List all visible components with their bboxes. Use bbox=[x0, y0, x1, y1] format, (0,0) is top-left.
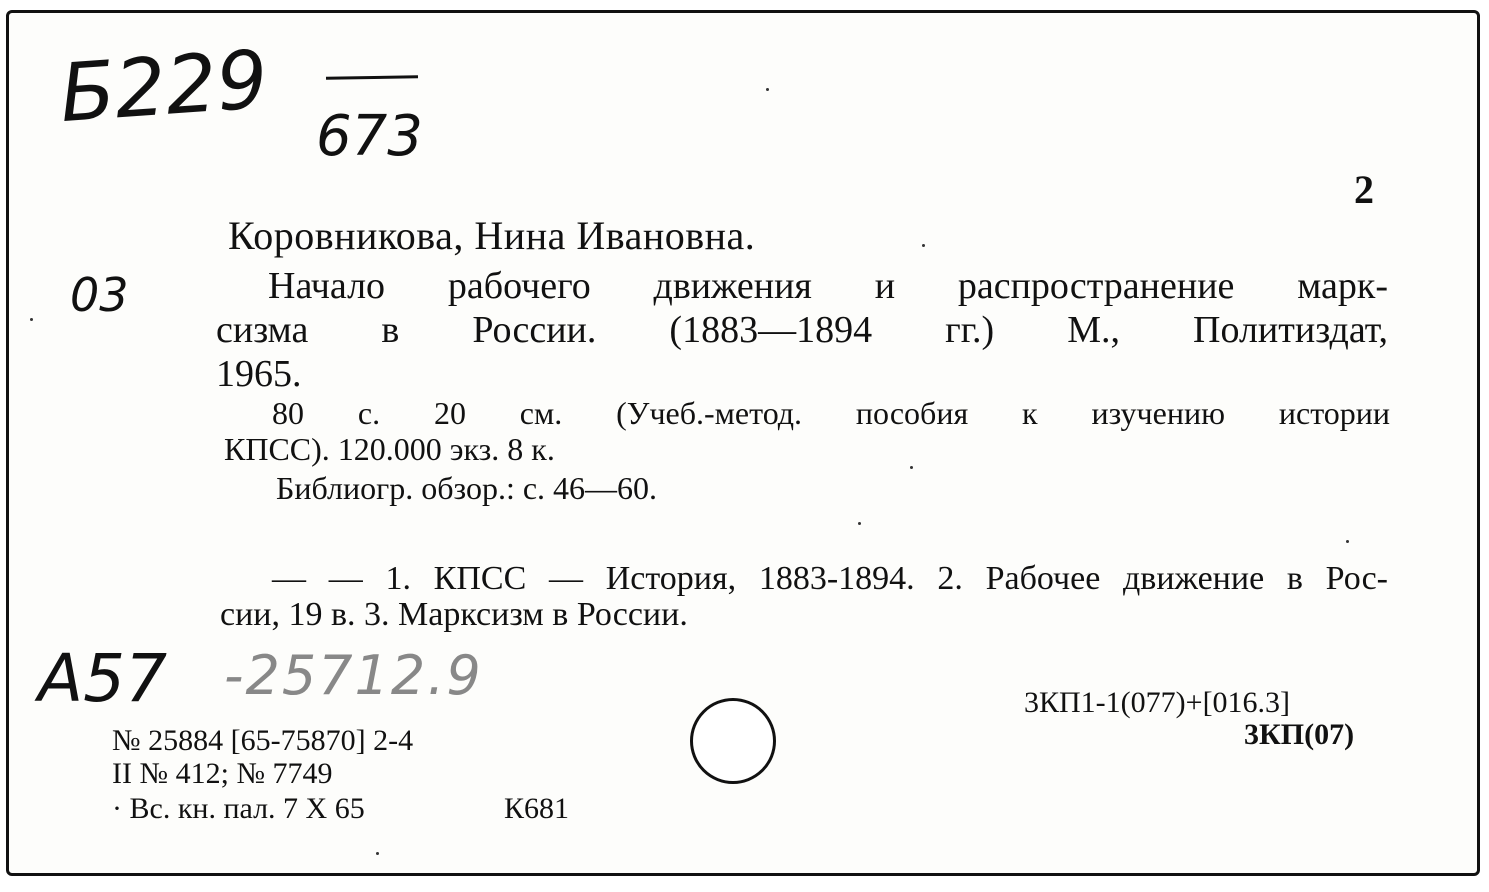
classification-index-short: 3КП(07) bbox=[1244, 718, 1355, 751]
author-heading: Коровникова, Нина Ивановна. bbox=[228, 213, 756, 258]
bibliography-note: Библиогр. обзор.: с. 46—60. bbox=[276, 470, 658, 506]
ink-speck bbox=[766, 88, 769, 91]
ink-speck bbox=[922, 244, 925, 247]
title-line-1: Начало рабочего движения и распространение марк- bbox=[268, 265, 1388, 307]
subject-headings-line-1: — — 1. КПСС — История, 1883-1894. 2. Рабочее движение в Рос- bbox=[272, 560, 1388, 597]
title-line-2: сизма в России. (1883—1894 гг.) М., Политиздат, bbox=[216, 309, 1388, 351]
handwritten-accession-rest: -25712.9 bbox=[224, 644, 483, 707]
card-number: № 25884 [65-75870] 2-4 bbox=[112, 724, 414, 757]
ink-speck bbox=[1346, 540, 1349, 543]
ink-speck bbox=[30, 318, 33, 321]
collation-line-1: 80 с. 20 см. (Учеб.-метод. пособия к изучению истории bbox=[272, 395, 1390, 431]
part-number: II № 412; № 7749 bbox=[112, 757, 333, 790]
ink-speck bbox=[910, 466, 913, 469]
book-chamber-note: · Вс. кн. пал. 7 X 65 bbox=[112, 792, 365, 825]
handwritten-department-mark: 03 bbox=[70, 268, 129, 322]
handwritten-inventory-subcode: 673 bbox=[316, 104, 423, 169]
handwritten-accession-prefix: А57 bbox=[38, 640, 168, 717]
ink-speck bbox=[858, 522, 861, 525]
punch-hole bbox=[690, 698, 776, 784]
ink-speck bbox=[376, 852, 379, 855]
card-code: К681 bbox=[504, 792, 570, 825]
title-line-3: 1965. bbox=[216, 353, 302, 395]
page-number: 2 bbox=[1354, 167, 1374, 212]
classification-index: 3КП1-1(077)+[016.3] bbox=[1024, 686, 1291, 719]
subject-headings-line-2: сии, 19 в. 3. Марксизм в России. bbox=[220, 596, 688, 633]
collation-line-2: КПСС). 120.000 экз. 8 к. bbox=[224, 431, 555, 467]
handwritten-inventory-code: Б229 bbox=[57, 32, 271, 141]
